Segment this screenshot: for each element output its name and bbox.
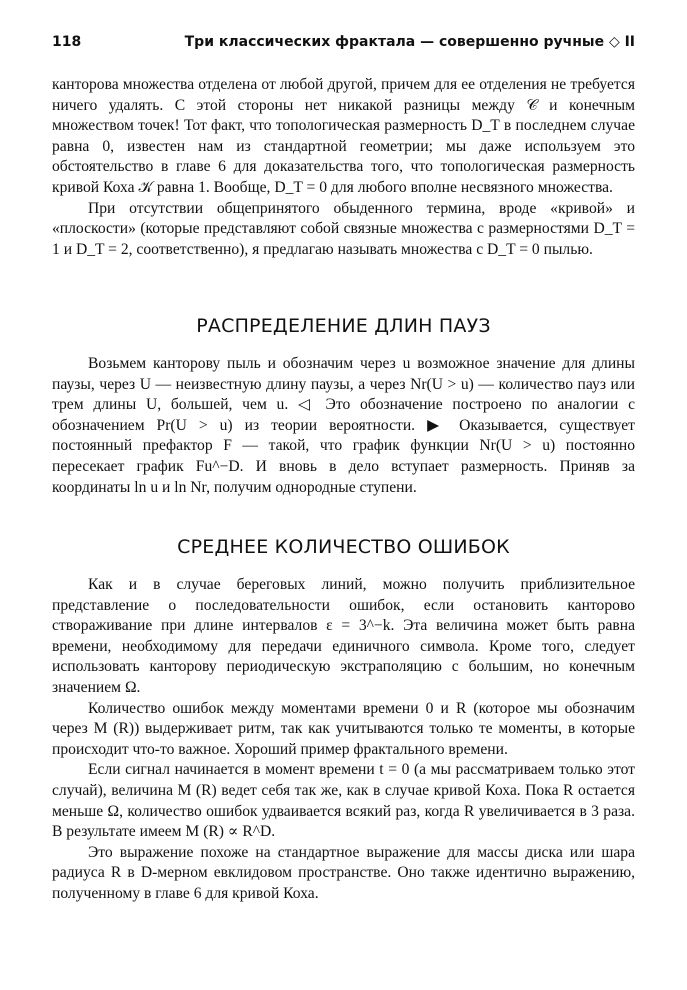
running-header bbox=[52, 34, 635, 56]
section-heading-error-count: СРЕДНЕЕ КОЛИЧЕСТВО ОШИБОК bbox=[177, 536, 510, 558]
pause-lengths-text bbox=[52, 354, 635, 498]
intro-text-block bbox=[52, 75, 635, 260]
paragraph-koch-behavior: Если сигнал начинается в момент времени t = 0 (а мы рассматриваем только этот случай), величина M (R) ведет себя так же, как в случае кривой Коха. Пока R остается меньше Ω, количество ошибок удваивается всякий раз, когда R увеличивается в 3 раза. В результате имеем M (R) ∝ R^D. bbox=[52, 761, 635, 841]
error-count-text bbox=[52, 575, 635, 905]
paragraph-fractal-time: Количество ошибок между моментами времени 0 и R (которое мы обозначим через M (R)) выдерживает ритм, так как учитываются только те моменты, в которые происходит что-то важное. Хороший пример фрактального времени. bbox=[52, 699, 635, 758]
running-title: Три классических фрактала — совершенно ручные ◇ II bbox=[184, 34, 635, 50]
paragraph-dust-definition: При отсутствии общепринятого обыденного термина, вроде «кривой» и «плоскости» (которые представляют собой связные множества с размерностями D_T = 1 и D_T = 2, соответственно), я предлагаю называть множества с D_T = 0 пылью. bbox=[52, 199, 635, 258]
paragraph-error-sequence: Как и в случае береговых линий, можно получить приблизительное представление о последовательности ошибок, если остановить канторово створаживание при длине интервалов ε = 3^−k. Эта величина может быть равна времени, необходимому для передачи единичного символа. Кроме того, следует использовать канторову периодическую экстраполяцию с большим, но конечным значением Ω. bbox=[52, 576, 635, 696]
paragraph-continued: канторова множества отделена от любой другой, причем для ее отделения не требуется ничего удалять. С этой стороны нет никакой разницы между 𝒞 и конечным множеством точек! Тот факт, что топологическая размерность D_T в последнем случае равна 0, известен нам из стандартной геометрии; мы даже используем это обстоятельство в главе 6 для доказательства того, что топологическая размерность кривой Коха 𝒦 равна 1. Вообще, D_T = 0 для любого вполне несвязного множества. bbox=[52, 76, 635, 196]
paragraph-euclidean-mass: Это выражение похоже на стандартное выражение для массы диска или шара радиуса R в D-мерном евклидовом пространстве. Оно также идентично выражению, полученному в главе 6 для кривой Коха. bbox=[52, 843, 635, 902]
section-heading-pause-lengths: РАСПРЕДЕЛЕНИЕ ДЛИН ПАУЗ bbox=[196, 315, 491, 337]
page-number: 118 bbox=[52, 34, 82, 50]
paragraph-pause-distribution: Возьмем канторову пыль и обозначим через u возможное значение для длины паузы, через U — неизвестную длину паузы, а через Nr(U > u) — количество пауз или трем длины U, большей, чем u. ◁ Это обозначение построено по аналогии с обозначением Pr(U > u) из теории вероятности. ▶ Оказывается, существует постоянный префактор F — такой, что график функции Nr(U > u) постоянно пересекает график Fu^−D. И вновь в дело вступает размерность. Приняв за координаты ln u и ln Nr, получим однородные ступени. bbox=[52, 355, 635, 496]
